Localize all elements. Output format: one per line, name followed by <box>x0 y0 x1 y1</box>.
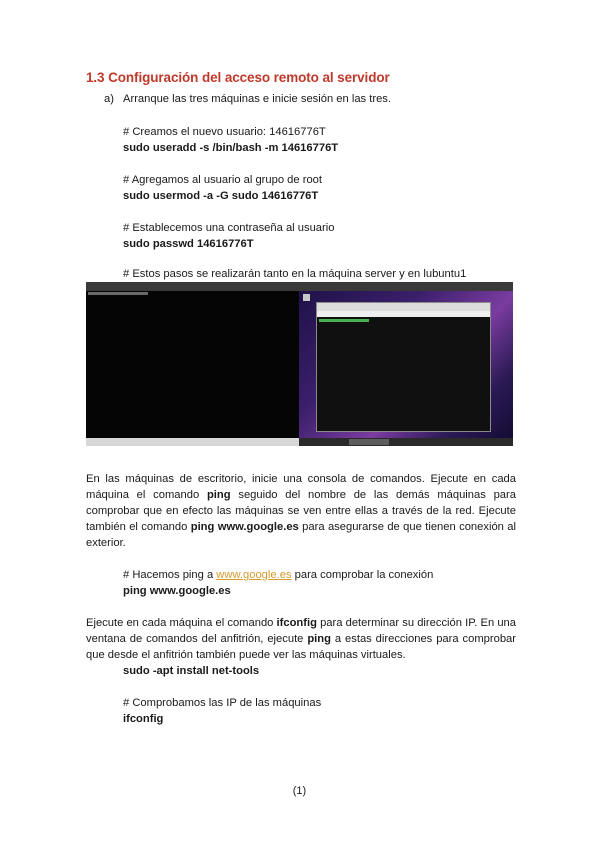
para2-text-1: Ejecute en cada máquina el comando <box>86 617 277 629</box>
para1-text-2: seguido del nombre de las demás máquinas para comprobar que en efecto las máquinas se ven entre ellas a través de la red. Ejecute también el comando <box>86 489 516 533</box>
command-passwd: sudo passwd 14616776T <box>123 238 254 250</box>
paragraph-ping-instructions <box>86 471 516 551</box>
para1-text-1: En las máquinas de escritorio, inicie una consola de comandos. Ejecute en cada máquina el comando <box>86 473 516 501</box>
desktop-icon <box>303 294 310 301</box>
server-window-titlebar <box>86 282 299 291</box>
list-marker: a) <box>104 93 114 105</box>
comment-steps-note: # Estos pasos se realizarán tanto en la máquina server y en lubuntu1 <box>123 268 467 280</box>
comment-check-ip: # Comprobamos las IP de las máquinas <box>123 697 322 709</box>
server-prompt-line <box>88 292 148 295</box>
para1-bold-ping: ping <box>206 489 231 501</box>
server-terminal-window <box>86 282 299 446</box>
list-item-text: Arranque las tres máquinas e inicie sesión en las tres. <box>123 93 392 105</box>
para2-bold-ifconfig: ifconfig <box>276 617 317 629</box>
terminal-menubar <box>317 311 490 317</box>
comment-password: # Establecemos una contraseña al usuario <box>123 222 335 234</box>
comment-ping-pre: # Hacemos ping a <box>123 569 217 581</box>
command-usermod: sudo usermod -a -G sudo 14616776T <box>123 190 319 202</box>
lubuntu-desktop <box>299 282 513 446</box>
comment-ping-google <box>123 567 433 583</box>
server-status-bar <box>86 438 299 446</box>
command-ping-google: ping www.google.es <box>123 585 231 597</box>
lubuntu-taskbar <box>299 438 513 446</box>
taskbar-item <box>349 439 389 445</box>
lubuntu-terminal-window <box>316 302 491 432</box>
comment-create-user: # Creamos el nuevo usuario: 14616776T <box>123 126 326 138</box>
section-heading: 1.3 Configuración del acceso remoto al servidor <box>86 70 390 85</box>
para1-bold-ping-google: ping www.google.es <box>190 521 299 533</box>
command-useradd: sudo useradd -s /bin/bash -m 14616776T <box>123 142 339 154</box>
para2-text-2: para determinar su dirección IP. En una ventana de comandos del anfitrión, ejecute <box>86 617 516 645</box>
para1-text-3: para asegurarse de que tienen conexión al exterior. <box>86 521 517 549</box>
para2-text-3: a estas direcciones para comprobar que desde el anfitrión también puede ver las máquinas virtuales. <box>86 633 516 661</box>
comment-ping-post: para comprobar la conexión <box>291 569 434 581</box>
para2-bold-ping: ping <box>307 633 331 645</box>
terminal-prompt <box>319 319 369 322</box>
command-ifconfig: ifconfig <box>123 713 164 725</box>
virtual-machines-screenshot <box>86 282 513 446</box>
command-install-net-tools: sudo -apt install net-tools <box>123 665 260 677</box>
lubuntu-window-titlebar <box>299 282 513 291</box>
paragraph-ifconfig-instructions <box>86 615 516 663</box>
google-link[interactable]: www.google.es <box>216 569 292 581</box>
comment-add-group: # Agregamos al usuario al grupo de root <box>123 174 323 186</box>
terminal-titlebar <box>317 303 490 311</box>
page-number: (1) <box>292 785 307 797</box>
